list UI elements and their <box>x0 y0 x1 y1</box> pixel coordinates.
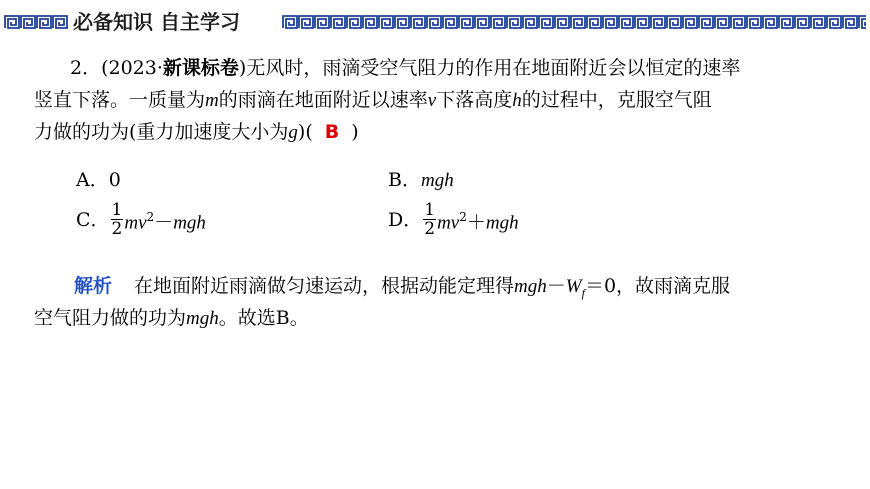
section-header <box>0 8 870 36</box>
operator-plus: ＋ <box>466 211 486 234</box>
question-text: 无风时，雨滴受空气阻力的作用在地面附近会以恒定的速率 <box>246 57 741 79</box>
term-mgh: mgh <box>514 276 547 297</box>
option-a-label: A． <box>76 169 109 191</box>
term-mgh: mgh <box>173 212 206 234</box>
analysis-text: ＝0，故雨滴克服 <box>584 275 731 297</box>
analysis-label: 解析 <box>74 275 113 297</box>
question-line-2 <box>34 84 840 117</box>
question-line-1 <box>34 52 840 84</box>
option-c-label: C． <box>76 209 110 231</box>
analysis-text: 。故选B。 <box>218 307 309 329</box>
option-d-expression <box>437 203 519 237</box>
option-a-value: 0 <box>108 169 121 191</box>
option-b-label: B． <box>388 169 421 191</box>
analysis-line-2 <box>34 302 840 335</box>
variable-v: v <box>427 90 437 111</box>
fraction-denominator: 2 <box>424 219 436 239</box>
fraction-one-half <box>111 202 124 238</box>
operator-minus: － <box>546 275 566 297</box>
source-open: (2023· <box>101 57 163 79</box>
option-c[interactable] <box>76 202 206 238</box>
option-b-value: mgh <box>420 170 454 191</box>
question-number: 2． <box>70 57 102 79</box>
term-mv: mv <box>124 212 147 234</box>
term-mgh: mgh <box>485 212 519 234</box>
question-text: 竖直下落。一质量为 <box>34 89 206 111</box>
question-text: 力做的功为(重力加速度大小为 <box>34 121 289 143</box>
question-text: 的雨滴在地面附近以速率 <box>218 89 428 111</box>
question-text: 下落高度 <box>436 89 513 111</box>
answer-label: B <box>324 121 340 143</box>
analysis-text: 在地面附近雨滴做匀速运动，根据动能定理得 <box>134 275 515 297</box>
question-line-3 <box>34 116 840 149</box>
analysis-text: 空气阻力做的功为 <box>34 307 187 329</box>
term-w: W <box>565 276 582 297</box>
term-mv: mv <box>437 212 460 234</box>
fraction-denominator: 2 <box>111 219 123 239</box>
decorative-pattern-right <box>282 15 866 29</box>
fraction-one-half <box>423 202 436 238</box>
option-a[interactable] <box>76 166 121 194</box>
option-d[interactable] <box>388 202 519 238</box>
exponent: 2 <box>459 209 467 224</box>
option-d-label: D． <box>388 209 423 231</box>
question-source: 新课标卷 <box>162 57 239 79</box>
question-text: 的过程中，克服空气阻 <box>521 89 712 111</box>
option-b[interactable] <box>388 166 454 195</box>
fraction-numerator: 1 <box>111 200 123 220</box>
question-text: )( <box>297 121 313 143</box>
operator-minus: － <box>154 211 174 234</box>
option-c-expression <box>124 203 206 237</box>
fraction-numerator: 1 <box>424 200 436 220</box>
variable-m: m <box>205 90 219 111</box>
source-close: ) <box>238 57 247 79</box>
variable-h: h <box>512 90 522 111</box>
term-mgh: mgh <box>186 308 219 329</box>
page-title: 必备知识 自主学习 <box>73 10 240 34</box>
subscript-f: f <box>581 285 585 300</box>
variable-g: g <box>288 122 298 143</box>
decorative-pattern-left <box>4 15 68 29</box>
exponent: 2 <box>146 209 155 224</box>
question-text: ) <box>351 121 359 143</box>
